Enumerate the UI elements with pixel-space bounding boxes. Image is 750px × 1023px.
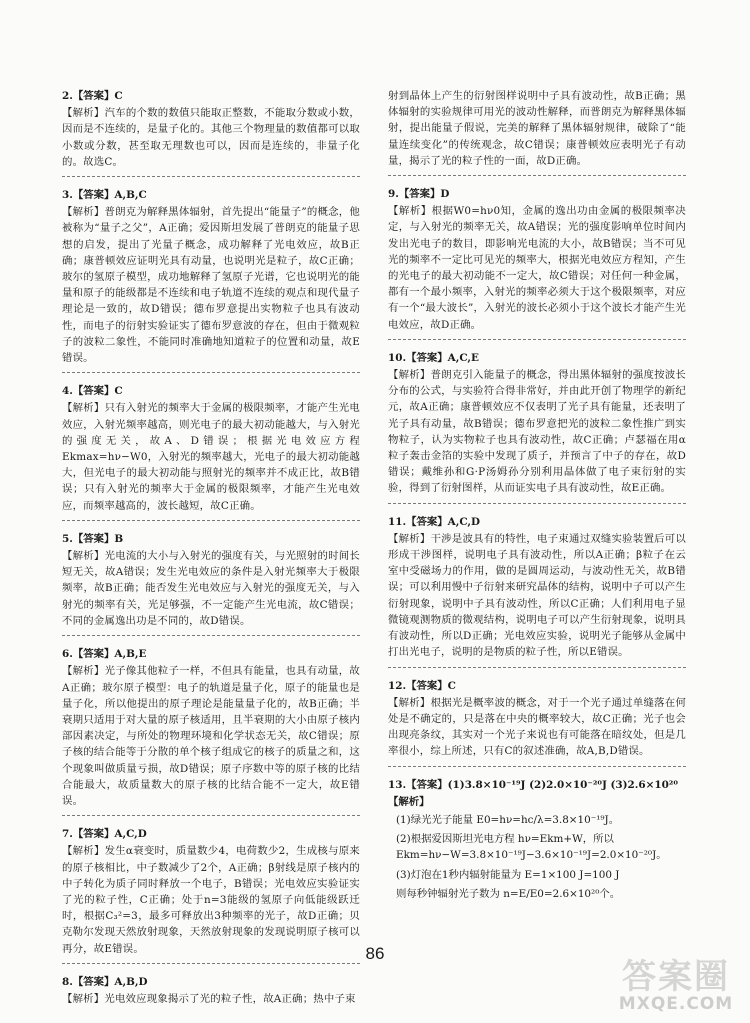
calc-step-2: (2)根据爱因斯坦光电方程 hν=Ekm+W，所以 Ekm=hν−W=3.8×10⁻¹⁹J−3.6×10⁻¹⁹J=2.0×10⁻²⁰J。 xyxy=(396,833,667,862)
answer-line: 11.【答案】A,C,D xyxy=(388,515,481,528)
answer-entry-5 xyxy=(62,531,360,636)
analysis-text: 【解析】普朗克引入能量子的概念，得出黑体辐射的强度按波长分布的公式，与实验符合得非常好，并由此开创了物理学的新纪元，故A正确；康普顿效应不仅表明了光子具有能量，还表明了光子具有动量，故B错误；德布罗意把光的波粒二象性推广到实物粒子，认为实物粒子也具有波动性，故C正确；卢瑟福在用α粒子轰击金箔的实验中发现了质子，并预言了中子的存在，故D错误；戴维孙和G·P汤姆孙分别利用晶体做了电子束衍射的实验，得到了衍射图样，从而证实电子具有波动性，故E正确。 xyxy=(388,369,686,495)
answer-entry-3 xyxy=(62,187,360,373)
left-column xyxy=(62,88,360,1023)
answer-line: 13.【答案】(1)3.8×10⁻¹⁹J (2)2.0×10⁻²⁰J (3)2.6×10²⁰ xyxy=(388,778,678,791)
answer-entry-6 xyxy=(62,646,360,816)
answer-entry-8-continued xyxy=(388,88,686,176)
answer-entry-8 xyxy=(62,974,360,1013)
answer-entry-2 xyxy=(62,88,360,177)
analysis-text: 【解析】普朗克为解释黑体辐射，首先提出“能量子”的概念，他被称为“量子之父”，A正确；爱因斯坦发展了普朗克的能量子思想的启发，提出了光量子概念，成功解释了光电效应，故B正确；康普顿效应证明光具有动量，也说明光是粒子，故C正确；玻尔的氢原子模型，成功地解释了氢原子光谱，它也说明光的能量和原子的能级都是不连续和电子轨道不连续的观点和现代量子理论是一致的，故D错误；德布罗意提出实物粒子也具有波动性，而电子的衍射实验证实了德布罗意波的存在，但由于微观粒子的波粒二象性，不能同时准确地知道粒子的位置和动量，故E错误。 xyxy=(62,206,360,365)
analysis-text: 【解析】光子像其他粒子一样，不但具有能量，也具有动量，故A正确；玻尔原子模型：电子的轨道是量子化，原子的能量也是量子化，所以他提出的原子理论是能量量子化的，故B正确；半衰期只适用于对大量的原子核适用，且半衰期的大小由原子核内部因素决定，与所处的物理环境和化学状态无关，故C错误；原子核的结合能等于分散的单个核子组成它的核子的质量之和，这个现象叫做质量亏损，故D错误；原子序数中等的原子核的比结合能最大，故质量数大的原子核的比结合能不一定大，故E错误。 xyxy=(62,665,360,807)
analysis-text: 【解析】光电流的大小与入射光的强度有关，与光照射的时间长短无关，故A错误；发生光电效应的条件是入射光频率大于极限频率，故B正确；能否发生光电效应与入射光的强度无关，与入射光的频率有关，光足够强，不一定能产生光电流，故C错误；不同的金属逸出功是不同的，故D错误。 xyxy=(62,550,360,627)
answer-entry-12 xyxy=(388,678,686,767)
calc-step-1: (1)绿光光子能量 E0=hν=hc/λ=3.8×10⁻¹⁹J。 xyxy=(396,813,620,826)
answer-line: 9.【答案】D xyxy=(388,188,450,201)
answer-line: 8.【答案】A,B,D xyxy=(62,975,148,988)
watermark-line2: MXQE.COM xyxy=(618,994,734,1014)
watermark-line1: 答案圈 xyxy=(622,957,730,997)
watermark-logo xyxy=(616,957,736,1016)
analysis-text: 【解析】发生α衰变时，质量数少4，电荷数少2，生成核与原来的原子核相比，中子数减少了2个，A正确；β射线是原子核内的中子转化为质子同时释放一个电子，B错误；光电效应实验证实了光的粒子性，C正确；处于n=3能级的氢原子向低能级跃迁时，根据C₃²=3，最多可释放出3种频率的光子，故D正确；贝克勒尔发现天然放射现象，天然放射现象的发现说明原子核可以再分，故E错误。 xyxy=(62,845,360,955)
analysis-text: 【解析】光电效应现象揭示了光的粒子性，故A正确；热中子束 xyxy=(62,992,356,1005)
answer-line: 12.【答案】C xyxy=(388,679,456,692)
analysis-text: 【解析】根据W0=hν0知，金属的逸出功由金属的极限频率决定，与入射光的频率无关，故A错误；光的强度影响单位时间内发出光电子的数目，即影响光电流的大小，故B错误；当不可见光的频率不一定比可见光的频率大，根据光电效应方程知，产生的光电子的最大初动能不一定大，故C错误；对任何一种金属，都有一个最小频率，入射光的频率必须大于这个极限频率，对应有一个“最大波长”，入射光的波长必须小于这个波长才能产生光电效应，故D正确。 xyxy=(388,205,686,331)
answer-entry-13 xyxy=(388,777,686,911)
answer-line: 2.【答案】C xyxy=(62,90,123,102)
analysis-continuation: 射到晶体上产生的衍射图样说明中子具有波动性，故B正确；黑体辐射的实验规律可用光的波动性解释，而普朗克为解释黑体辐射，提出能量子假说，完美的解释了黑体辐射规律，破除了“能量连续变化”的传统观念，故C错误；康普顿效应表明光子有动量，揭示了光的粒子性的一面，故D正确。 xyxy=(388,90,686,167)
analysis-label: 【解析】 xyxy=(388,795,430,808)
answer-entry-9 xyxy=(388,186,686,340)
answer-line: 5.【答案】B xyxy=(62,532,124,545)
calc-step-3: (3)灯泡在1秒内辐射能量为 E=1×100 J=100 J xyxy=(396,868,620,881)
analysis-text: 【解析】干涉是波具有的特性，电子束通过双缝实验装置后可以形成干涉图样，说明电子具有波动性，所以A正确；β粒子在云室中受磁场力的作用，做的是圆周运动，与波动性无关，故B错误；可以利用慢中子衍射来研究晶体的结构，说明中子可以产生衍射现象，说明中子具有波动性，所以C正确；人们利用电子显微镜观测物质的微观结构，说明电子可以产生衍射现象，说明具有波动性，所以D正确；光电效应实验，说明光子能够从金属中打出光电子，说明的是物质的粒子性，所以E错误。 xyxy=(388,532,686,659)
answer-line: 4.【答案】C xyxy=(62,385,123,398)
analysis-text: 【解析】汽车的个数的数值只能取正整数，不能取分数或小数，因而是不连续的，是量子化的。其他三个物理量的数值都可以取小数或分数，甚至取无理数也可以，因而是连续的，非量子化的。故选C。 xyxy=(62,107,360,168)
answer-line: 6.【答案】A,B,E xyxy=(62,648,147,661)
analysis-text: 【解析】根据光是概率波的概念，对于一个光子通过单缝落在何处是不确定的，只是落在中央的概率较大，故C正确；光子也会出现亮条纹，其实对一个光子来说也有可能落在暗纹处，但是几率很小，综上所述，只有C的叙述准确，故A,B,D错误。 xyxy=(388,696,686,758)
answer-line: 3.【答案】A,B,C xyxy=(62,189,147,202)
page-number: 86 xyxy=(365,944,385,963)
right-column xyxy=(388,88,686,921)
analysis-text: 【解析】只有入射光的频率大于金属的极限频率，才能产生光电效应，入射光频率越高，则光电子的最大初动能越大，与入射光的强度无关，故A、D错误；根据光电效应方程 Ekmax=hν−W0，入射光的频率越大，光电子的最大初动能越大，但光电子的最大初动能与照射光的频率并不成正比，故B错误；只有入射光的频率大于金属的极限频率，才能产生光电效应，而频率越高的，波长越短，故C正确。 xyxy=(62,402,360,512)
answer-entry-10 xyxy=(388,350,686,504)
answer-entry-11 xyxy=(388,514,686,668)
calculation-steps xyxy=(396,812,686,902)
answer-line: 10.【答案】A,C,E xyxy=(388,351,479,364)
calc-step-4: 则每秒钟辐射光子数为 n=E/E0=2.6×10²⁰个。 xyxy=(396,887,621,900)
answer-line: 7.【答案】A,C,D xyxy=(62,828,147,841)
answer-entry-4 xyxy=(62,383,360,521)
